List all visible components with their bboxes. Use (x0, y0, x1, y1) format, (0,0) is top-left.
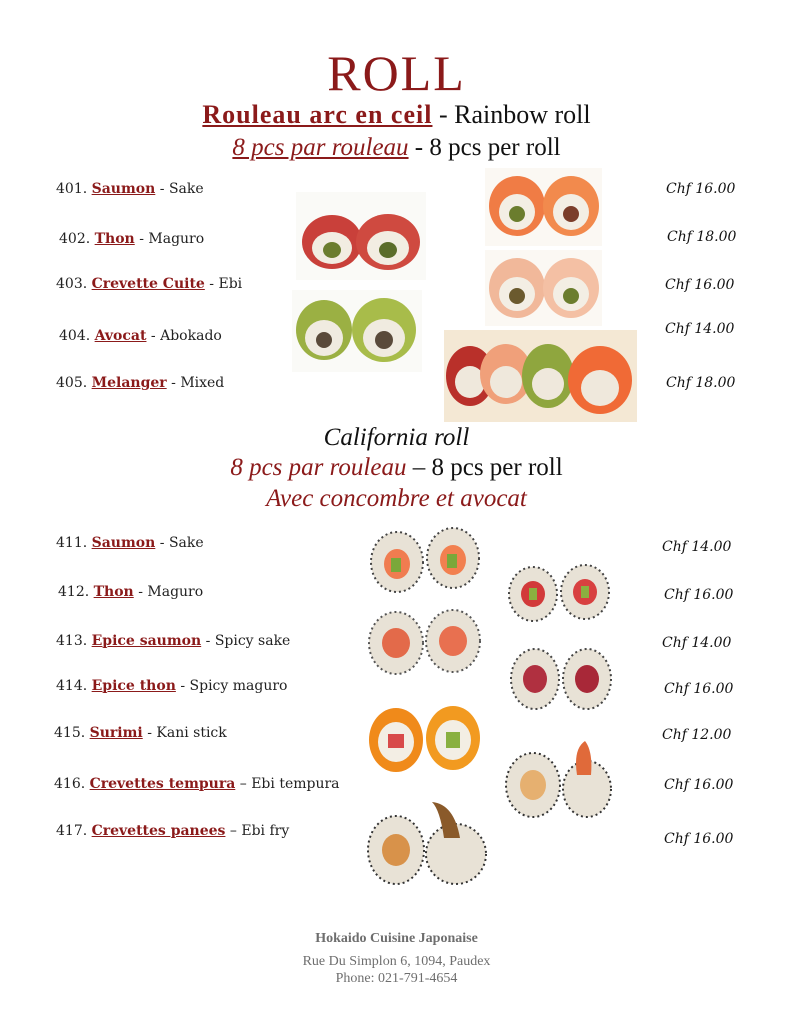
price-414: Chf 16.00 (664, 681, 734, 697)
item-description: Spicy maguro (189, 678, 288, 694)
item-number: 414. (56, 678, 88, 694)
price-405: Chf 18.00 (666, 375, 736, 391)
california-pieces (0, 454, 793, 482)
item-number: 404. (59, 328, 91, 344)
price-415: Chf 12.00 (662, 727, 732, 743)
item-description: Mixed (180, 375, 225, 391)
item-number: 402. (59, 231, 91, 247)
item-name: Saumon (91, 535, 156, 551)
item-separator: – (225, 823, 242, 839)
item-number: 417. (56, 823, 88, 839)
item-separator: - (155, 181, 169, 197)
california-note: Avec concombre et avocat (266, 485, 527, 512)
item-description: Abokado (160, 328, 222, 344)
menu-item-401 (56, 181, 204, 197)
item-number: 411. (56, 535, 88, 551)
menu-item-412 (58, 584, 203, 600)
item-separator: - (146, 328, 161, 344)
item-number: 405. (56, 375, 88, 391)
price-412: Chf 16.00 (664, 587, 734, 603)
item-number: 415. (54, 725, 86, 741)
avocado-roll-photo (292, 290, 422, 372)
item-separator: - (142, 725, 157, 741)
item-description: Sake (168, 535, 204, 551)
california-salmon-photo (367, 522, 482, 594)
item-name: Crevettes tempura (89, 776, 236, 792)
restaurant-address: Rue Du Simplon 6, 1094, Paudex (302, 954, 491, 969)
item-description: Kani stick (156, 725, 227, 741)
item-description: Ebi (218, 276, 243, 292)
item-separator: - (166, 375, 181, 391)
menu-item-415 (54, 725, 227, 741)
menu-item-402 (59, 231, 204, 247)
menu-item-414 (56, 678, 287, 694)
item-name: Surimi (89, 725, 143, 741)
item-description: Ebi tempura (251, 776, 340, 792)
surimi-roll-photo (366, 702, 483, 776)
item-number: 416. (54, 776, 86, 792)
item-number: 401. (56, 181, 88, 197)
item-name: Crevette Cuite (91, 276, 205, 292)
item-name: Melanger (91, 375, 167, 391)
rainbow-heading-sep: - (432, 100, 455, 129)
restaurant-name: Hokaido Cuisine Japonaise (315, 931, 478, 946)
price-404: Chf 14.00 (665, 321, 735, 337)
menu-item-413 (56, 633, 290, 649)
rainbow-heading-fr: Rouleau arc en ceil (202, 100, 433, 129)
price-413: Chf 14.00 (662, 635, 732, 651)
price-416: Chf 16.00 (664, 777, 734, 793)
item-description: Ebi fry (241, 823, 290, 839)
item-name: Thon (93, 584, 134, 600)
rainbow-pieces-fr: 8 pcs par rouleau (232, 134, 409, 161)
mixed-roll-photo (444, 330, 637, 422)
price-402: Chf 18.00 (667, 229, 737, 245)
item-name: Saumon (91, 181, 156, 197)
california-pieces-fr: 8 pcs par rouleau (230, 454, 407, 481)
rainbow-heading (0, 100, 793, 130)
price-401: Chf 16.00 (666, 181, 736, 197)
rainbow-heading-en: Rainbow roll (454, 100, 591, 129)
item-separator: - (134, 231, 149, 247)
california-tuna-photo (505, 558, 612, 624)
spicy-salmon-photo (366, 603, 483, 679)
menu-item-403 (56, 276, 242, 292)
item-separator: - (133, 584, 148, 600)
rainbow-pieces-en: 8 pcs per roll (429, 134, 561, 161)
menu-item-405 (56, 375, 224, 391)
item-name: Epice saumon (91, 633, 202, 649)
menu-item-417 (56, 823, 289, 839)
price-411: Chf 14.00 (662, 539, 732, 555)
item-separator: – (235, 776, 252, 792)
item-description: Spicy sake (214, 633, 291, 649)
item-name: Epice thon (91, 678, 176, 694)
item-description: Maguro (148, 231, 205, 247)
rainbow-pieces-sep: - (408, 134, 430, 161)
price-417: Chf 16.00 (664, 831, 734, 847)
item-separator: - (175, 678, 190, 694)
salmon-roll-photo (485, 168, 602, 246)
item-description: Maguro (147, 584, 204, 600)
tuna-roll-photo (296, 192, 426, 280)
page-title: ROLL (327, 45, 466, 101)
item-number: 412. (58, 584, 90, 600)
california-pieces-en: 8 pcs per roll (431, 454, 563, 481)
ebi-fry-photo (364, 794, 492, 888)
menu-item-404 (59, 328, 222, 344)
item-number: 413. (56, 633, 88, 649)
tempura-roll-photo (503, 735, 615, 821)
menu-item-416 (54, 776, 340, 792)
price-403: Chf 16.00 (665, 277, 735, 293)
california-pieces-sep: – (406, 454, 432, 481)
item-name: Crevettes panees (91, 823, 226, 839)
item-number: 403. (56, 276, 88, 292)
restaurant-phone: Phone: 021-791-4654 (335, 971, 458, 986)
item-name: Avocat (94, 328, 147, 344)
shrimp-roll-photo (485, 250, 602, 326)
spicy-tuna-photo (507, 643, 614, 713)
item-separator: - (155, 535, 169, 551)
menu-item-411 (56, 535, 204, 551)
item-separator: - (204, 276, 219, 292)
item-name: Thon (94, 231, 135, 247)
california-title: California roll (323, 424, 470, 451)
item-separator: - (201, 633, 215, 649)
item-description: Sake (168, 181, 204, 197)
rainbow-pieces (0, 134, 793, 162)
